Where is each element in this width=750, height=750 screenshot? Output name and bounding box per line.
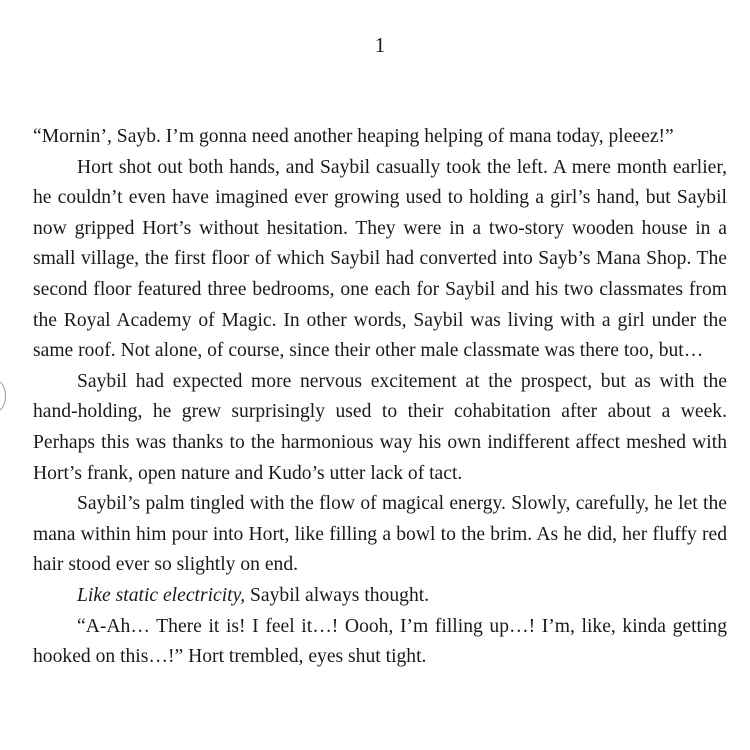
document-body bbox=[33, 122, 727, 673]
paragraph-5-text: Saybil always thought. bbox=[245, 584, 430, 606]
italic-thought: Like static electricity, bbox=[77, 584, 246, 606]
paragraph-5 bbox=[33, 581, 727, 612]
page-edge-mark bbox=[0, 380, 6, 412]
page-number: 1 bbox=[374, 33, 386, 57]
paragraph-3: Saybil had expected more nervous excitement at the prospect, but as with the hand-holding, he grew surprisingly used to their cohabitation after about a week. Perhaps this was thanks to the harmonious way his own indifferent affect meshed with Hort’s frank, open nature and Kudo’s utter lack of tact. bbox=[33, 370, 727, 484]
paragraph-2: Hort shot out both hands, and Saybil casually took the left. A mere month earlier, he couldn’t even have imagined ever growing used to holding a girl’s hand, but Saybil now gripped Hort’s without hesitation. They were in a two-story wooden house in a small village, the first floor of which Saybil had converted into Sayb’s Mana Shop. The second floor featured three bedrooms, one each for Saybil and his two classmates from the Royal Academy of Magic. In other words, Saybil was living with a girl under the same roof. Not alone, of course, since their other male classmate was there too, but… bbox=[33, 156, 727, 362]
paragraph-4: Saybil’s palm tingled with the flow of magical energy. Slowly, carefully, he let the mana within him pour into Hort, like filling a bowl to the brim. As he did, her fluffy red hair stood ever so slightly on end. bbox=[33, 493, 727, 576]
paragraph-1: “Mornin’, Sayb. I’m gonna need another heaping helping of mana today, pleeez!” bbox=[33, 126, 674, 147]
paragraph-6: “A-Ah… There it is! I feel it…! Oooh, I’m filling up…! I’m, like, kinda getting hooked on this…!” Hort trembled, eyes shut tight. bbox=[33, 615, 727, 668]
